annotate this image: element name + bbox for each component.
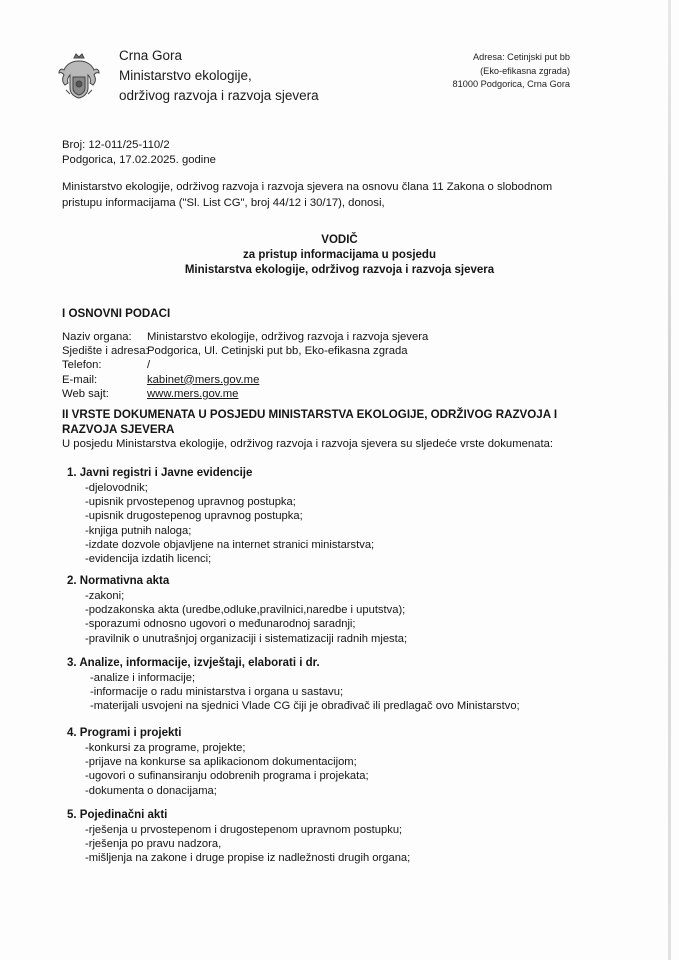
info-row: [62, 330, 428, 344]
list-item: -pravilnik o unutrašnjoj organizaciji i sistematizaciji radnih mjesta;: [85, 632, 408, 645]
country-name: Crna Gora: [119, 48, 183, 63]
address-line: (Eko-efikasna zgrada): [480, 65, 570, 76]
info-row: [62, 387, 428, 401]
category-title: 5. Pojedinačni akti: [67, 809, 168, 821]
reference-number: Broj: 12-011/25-110/2: [62, 139, 170, 151]
list-item: -dokumenta o donacijama;: [85, 784, 217, 797]
info-row: [62, 373, 428, 387]
category-normative-acts: [67, 574, 407, 646]
info-label: Naziv organa:: [62, 331, 132, 343]
list-item: -izdate dozvole objavljene na internet stranici ministarstva;: [85, 538, 375, 551]
category-public-registers: [67, 466, 374, 566]
title-line: za pristup informacijama u posjedu: [243, 249, 436, 261]
info-value: Podgorica, Ul. Cetinjski put bb, Eko-efikasna zgrada: [147, 345, 408, 358]
website-link[interactable]: www.mers.gov.me: [147, 387, 239, 400]
document-title: [0, 233, 679, 278]
title-line: VODIČ: [321, 234, 358, 246]
address-block: [400, 51, 570, 92]
address-line: Adresa: Cetinjski put bb: [472, 52, 570, 62]
address-line: 81000 Podgorica, Crna Gora: [452, 79, 570, 90]
list-item: -analize i informacije;: [90, 672, 196, 684]
category-title: 3. Analize, informacije, izvještaji, elaborati i dr.: [67, 657, 320, 669]
ministry-header: [119, 46, 319, 106]
info-label: Telefon:: [62, 359, 102, 372]
info-row: [62, 358, 428, 372]
section-heading-document-types: II VRSTE DOKUMENATA U POSJEDU MINISTARSTVA EKOLOGIJE, ODRŽIVOG RAZVOJA I RAZVOJA SJEVERA: [62, 408, 558, 436]
list-item: -knjiga putnih naloga;: [85, 524, 192, 537]
list-item: -rješenja u prvostepenom i drugostepenom upravnom postupku;: [85, 824, 403, 836]
scan-edge-shadow: [668, 0, 671, 960]
title-line: Ministarstva ekologije, održivog razvoja i razvoja sjevera: [184, 264, 495, 276]
list-item: -ugovori o sufinansiranju odobrenih programa i projekata;: [85, 770, 369, 783]
list-item: -konkursi za programe, projekte;: [85, 742, 246, 754]
document-meta: [62, 138, 216, 168]
info-label: E-mail:: [62, 373, 98, 386]
ministry-name-line2: održivog razvoja i razvoja sjevera: [119, 88, 319, 103]
intro-paragraph: Ministarstvo ekologije, održivog razvoja i razvoja sjevera na osnovu člana 11 Zakona o slobodnom pristupu informacijama ("Sl. List CG", broj 44/12 i 30/17), donosi,: [62, 181, 553, 209]
coat-of-arms-icon: [56, 52, 102, 100]
section-heading-basic-data: I OSNOVNI PODACI: [62, 307, 171, 320]
info-row: [62, 344, 428, 358]
list-item: -materijali usvojeni na sjednici Vlade CG čiji je obrađivač ili predlagač ovo Ministarstvo;: [90, 700, 520, 713]
list-item: -podzakonska akta (uredbe,odluke,pravilnici,naredbe i uputstva);: [85, 604, 406, 617]
category-title: 1. Javni registri i Javne evidencije: [67, 467, 253, 479]
list-item: -zakoni;: [85, 590, 125, 602]
category-title: 2. Normativna akta: [67, 575, 170, 587]
info-value: /: [147, 359, 151, 372]
list-item: -evidencija izdatih licenci;: [85, 553, 212, 566]
category-title: 4. Programi i projekti: [67, 727, 182, 739]
list-item: -sporazumi odnosno ugovori o međunarodnoj saradnji;: [85, 618, 356, 631]
info-label: Web sajt:: [62, 387, 109, 400]
email-link[interactable]: kabinet@mers.gov.me: [147, 373, 260, 386]
category-analyses: [67, 656, 520, 714]
list-item: -informacije o radu ministarstva i organa u sastavu;: [90, 686, 344, 699]
category-programs-projects: [67, 726, 369, 798]
ministry-name-line1: Ministarstvo ekologije,: [119, 68, 252, 83]
list-item: -prijave na konkurse sa aplikacionom dokumentacijom;: [85, 756, 357, 769]
info-label: Sjedište i adresa:: [62, 345, 149, 358]
category-individual-acts: [67, 808, 410, 866]
list-item: -upisnik drugostepenog upravnog postupka;: [85, 510, 303, 523]
place-date: Podgorica, 17.02.2025. godine: [62, 154, 216, 166]
basic-data-table: [62, 330, 428, 401]
list-item: -rješenja po pravu nadzora,: [85, 838, 222, 851]
section2-intro: U posjedu Ministarstva ekologije, održivog razvoja i razvoja sjevera su sljedeće vrste dokumenata:: [62, 438, 554, 450]
list-item: -djelovodnik;: [85, 482, 148, 494]
info-value: Ministarstvo ekologije, održivog razvoja i razvoja sjevera: [147, 331, 429, 343]
list-item: -upisnik prvostepenog upravnog postupka;: [85, 496, 296, 509]
list-item: -mišljenja na zakone i druge propise iz nadležnosti drugih organa;: [85, 852, 411, 865]
